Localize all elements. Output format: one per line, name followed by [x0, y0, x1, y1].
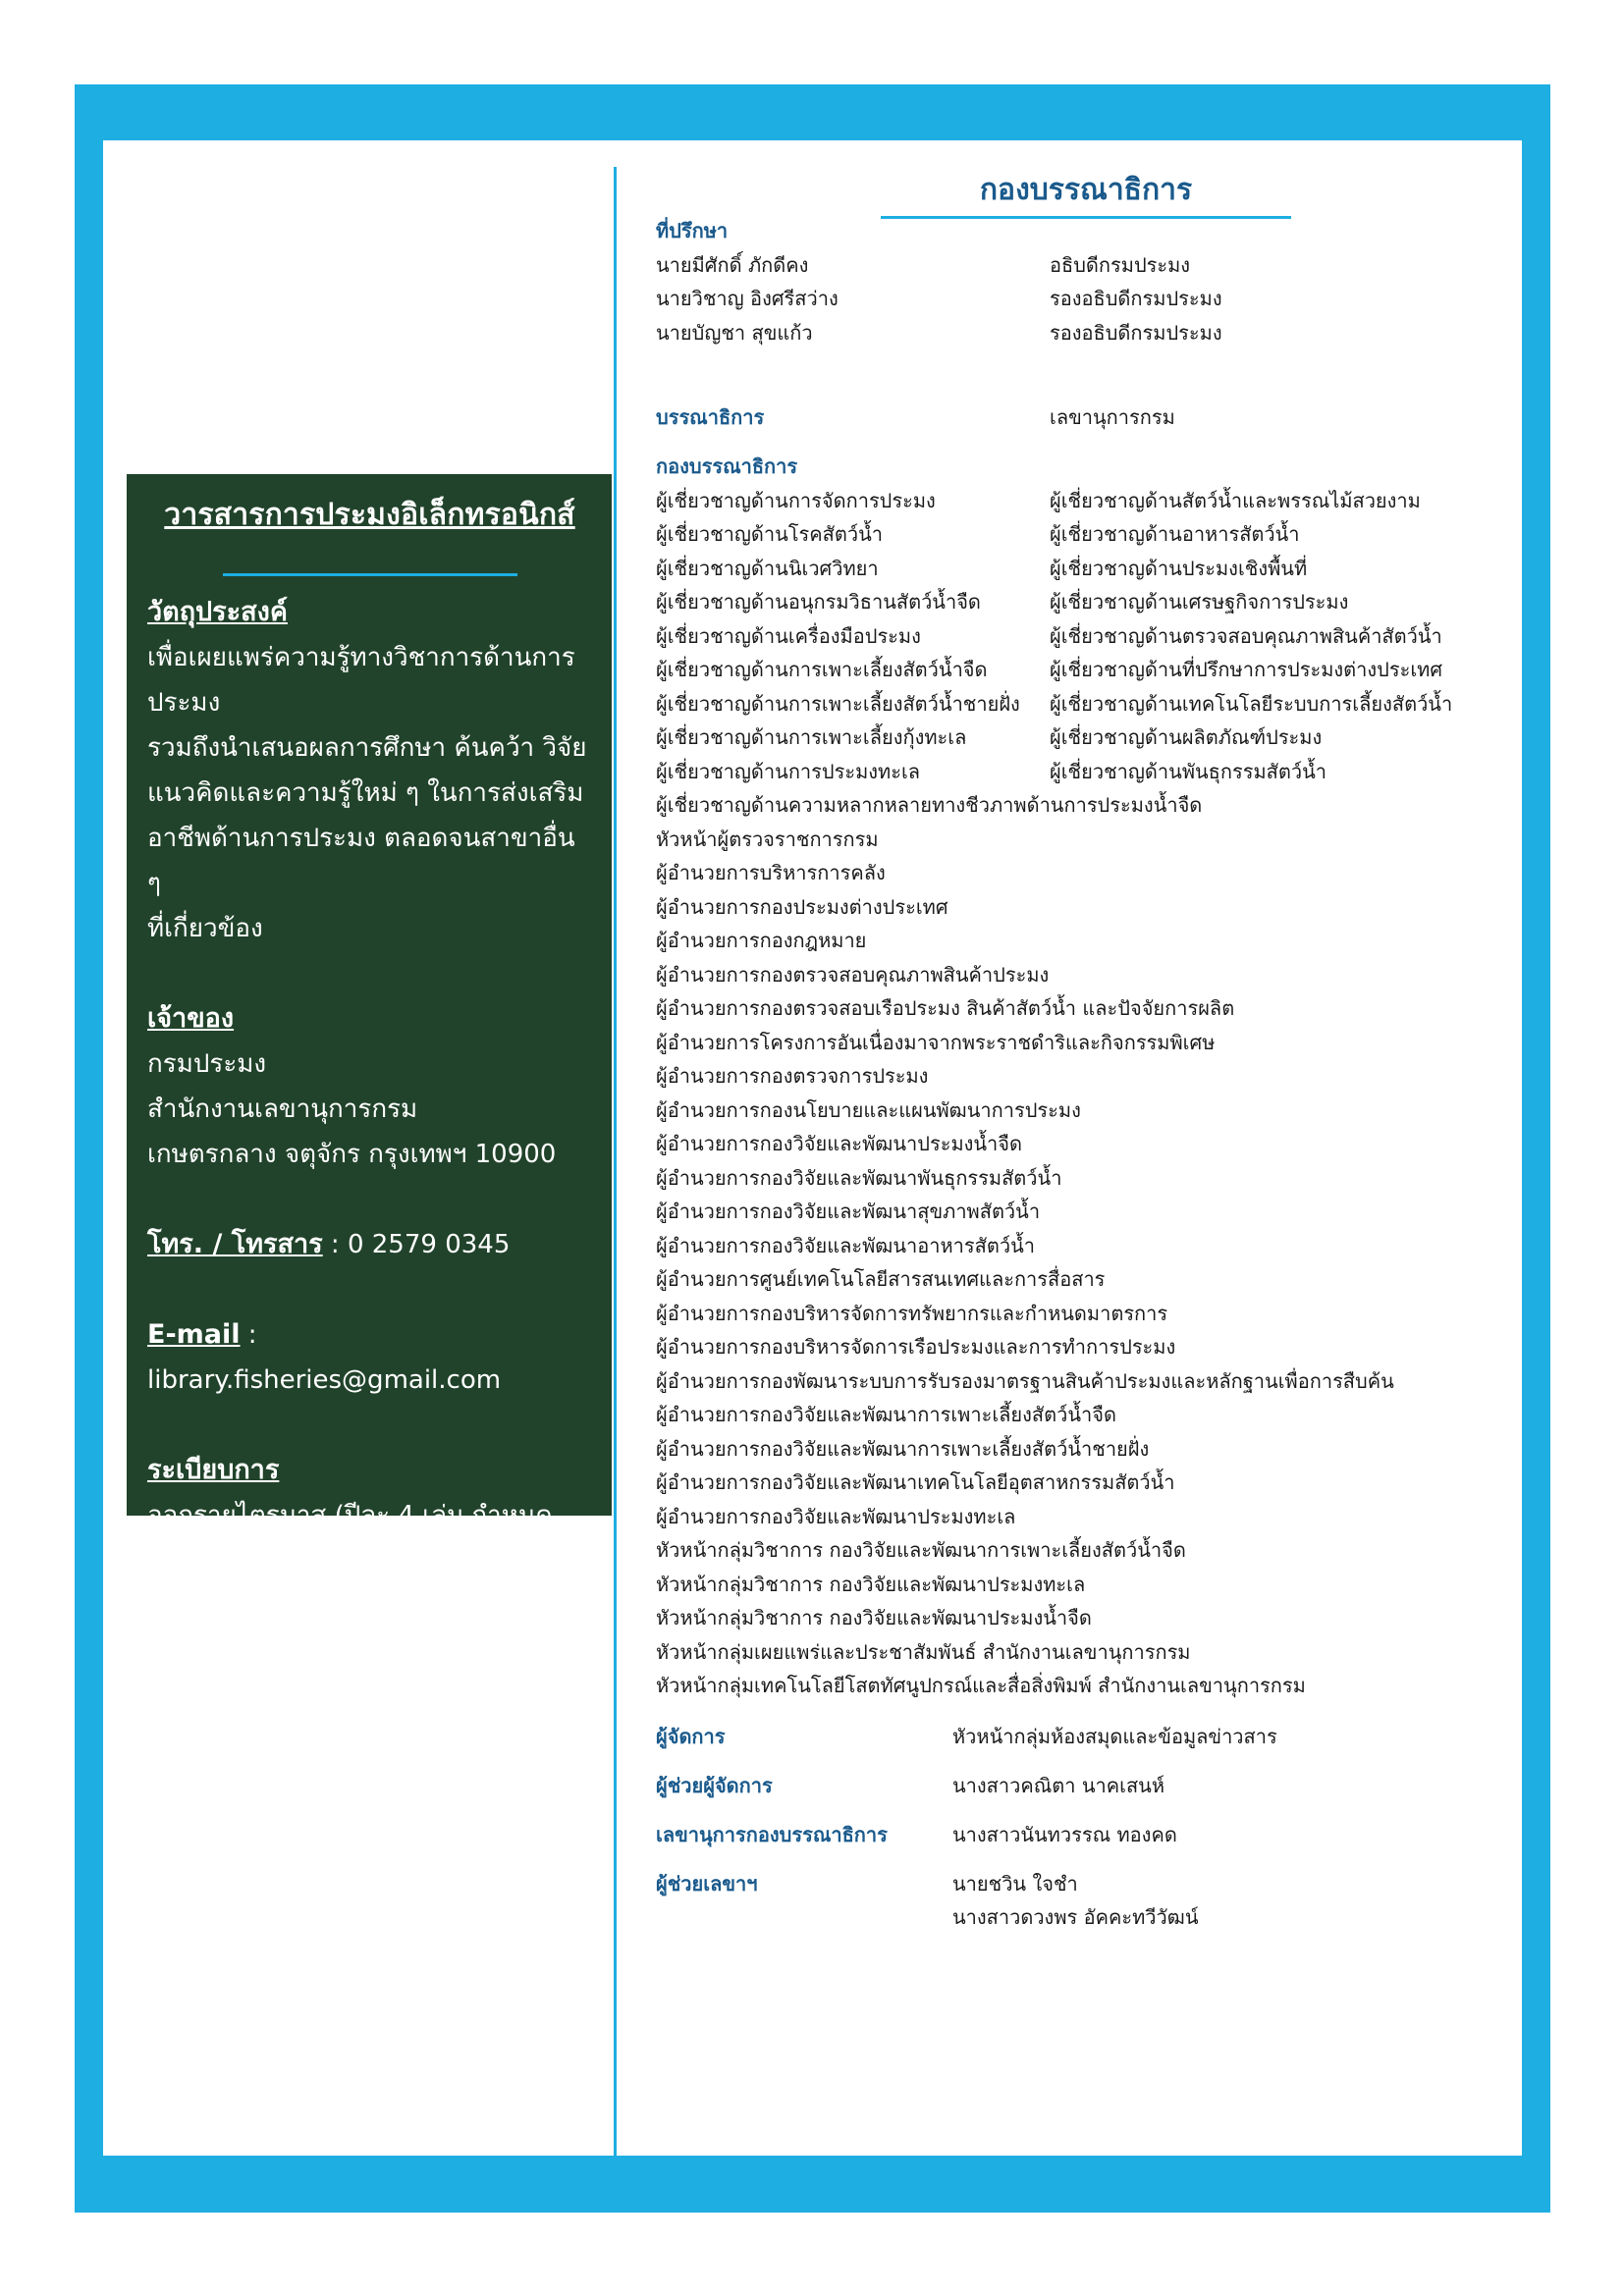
objective-line: รวมถึงนำเสนอผลการศึกษา ค้นคว้า วิจัย [147, 733, 587, 763]
owner-line: กรมประมง [147, 1049, 267, 1079]
owner-line: สำนักงานเลขานุการกรม [147, 1095, 418, 1124]
objective-line: ที่เกี่ยวข้อง [147, 914, 263, 943]
owner-heading: เจ้าของ [147, 1003, 235, 1034]
board-member: ผู้เชี่ยวชาญด้านนิเวศวิทยา [656, 556, 879, 580]
board-member: ผู้เชี่ยวชาญด้านเทคโนโลยีระบบการเลี้ยงสัตว์น้ำ [1050, 691, 1453, 716]
board-member: หัวหน้ากลุ่มวิชาการ กองวิจัยและพัฒนาประมงทะเล [656, 1572, 1086, 1596]
staff-role-label: เลขานุการกองบรรณาธิการ [656, 1823, 888, 1846]
board-member: ผู้อำนวยการบริหารการคลัง [656, 861, 886, 884]
advisors-section [656, 214, 1500, 349]
board-member: ผู้เชี่ยวชาญด้านความหลากหลายทางชีวภาพด้านการประมงน้ำจืด [656, 793, 1203, 817]
column-divider [614, 167, 617, 2157]
board-member: ผู้เชี่ยวชาญด้านประมงเชิงพื้นที่ [1050, 556, 1308, 580]
board-member: ผู้อำนวยการกองตรวจการประมง [656, 1064, 929, 1088]
board-pairs [656, 484, 1540, 789]
staff-role-label: ผู้จัดการ [656, 1725, 726, 1748]
journal-info-panel [127, 474, 612, 1666]
advisor-name: นายบัญชา สุขแก้ว [656, 320, 813, 345]
board-member: ผู้อำนวยการกองวิจัยและพัฒนาพันธุกรรมสัตว์น้ำ [656, 1165, 1062, 1190]
board-pair-row [656, 755, 1540, 789]
board-member: หัวหน้าผู้ตรวจราชการกรม [656, 827, 879, 851]
journal-title: วารสารการประมงอิเล็กทรอนิกส์ [164, 498, 575, 532]
board-list [656, 788, 1540, 1703]
staff-row [656, 1867, 1500, 1949]
board-member: ผู้อำนวยการโครงการอันเนื่องมาจากพระราชดำริและกิจกรรมพิเศษ [656, 1030, 1216, 1054]
advisor-name: นายวิชาญ อิงศรีสว่าง [656, 287, 839, 310]
board-member: ผู้อำนวยการกองนโยบายและแผนพัฒนาการประมง [656, 1097, 1081, 1122]
board-member: ผู้อำนวยการกองบริหารจัดการทรัพยากรและกำหนดมาตรการ [656, 1301, 1168, 1325]
staff-row [656, 1720, 1500, 1769]
board-pair-row [656, 687, 1540, 721]
board-member: ผู้เชี่ยวชาญด้านอนุกรมวิธานสัตว์น้ำจืด [656, 590, 981, 614]
board-pair-row [656, 619, 1540, 654]
advisor-role: รองอธิบดีกรมประมง [1050, 287, 1222, 310]
board-member: หัวหน้ากลุ่มเทคโนโลยีโสตทัศนูปกรณ์และสื่อสิ่งพิมพ์ สำนักงานเลขานุการกรม [656, 1674, 1306, 1697]
staff-section [656, 1720, 1500, 1949]
title-underline [223, 573, 517, 576]
editorial-board-title: กองบรรณาธิการ [979, 173, 1193, 207]
schedule-section [147, 1448, 592, 1674]
board-member: ผู้อำนวยการกองบริหารจัดการเรือประมงและการทำการประมง [656, 1335, 1176, 1359]
email-label: E-mail [147, 1319, 241, 1350]
board-member: ผู้เชี่ยวชาญด้านการประมงทะเล [656, 759, 921, 783]
board-pair-row [656, 484, 1540, 518]
board-member: ผู้เชี่ยวชาญด้านตรวจสอบคุณภาพสินค้าสัตว์น้ำ [1050, 623, 1442, 648]
board-pair-row [656, 552, 1540, 586]
staff-name: นายชวิน ใจชำ [952, 1872, 1078, 1896]
advisor-row [656, 316, 1500, 350]
editor-heading: บรรณาธิการ [656, 405, 765, 429]
board-section [656, 450, 1540, 1703]
objective-line: แนวคิดและความรู้ใหม่ ๆ ในการส่งเสริม [147, 778, 584, 808]
board-heading: กองบรรณาธิการ [656, 454, 798, 478]
board-member: ผู้อำนวยการกองกฎหมาย [656, 929, 867, 952]
staff-row [656, 1818, 1500, 1867]
board-pair-row [656, 585, 1540, 619]
objective-section [147, 590, 592, 951]
staff-name: นางสาวนันทวรรณ ทองคด [952, 1823, 1177, 1846]
board-member: ผู้เชี่ยวชาญด้านสัตว์น้ำและพรรณไม้สวยงาม [1050, 488, 1421, 512]
advisor-row [656, 248, 1500, 283]
advisor-name: นายมีศักดิ์ ภักดีคง [656, 252, 809, 277]
staff-name: นางสาวดวงพร อัคคะทวีวัฒน์ [952, 1905, 1199, 1929]
board-member: ผู้อำนวยการกองตรวจสอบคุณภาพสินค้าประมง [656, 962, 1050, 987]
board-member: ผู้เชี่ยวชาญด้านการเพาะเลี้ยงสัตว์น้ำจืด [656, 658, 988, 681]
editor-role: เลขานุการกรม [1050, 405, 1175, 429]
board-member: ผู้อำนวยการกองวิจัยและพัฒนาอาหารสัตว์น้ำ [656, 1233, 1035, 1257]
board-member: ผู้เชี่ยวชาญด้านที่ปรึกษาการประมงต่างประเทศ [1050, 658, 1443, 681]
board-member: ผู้อำนวยการกองตรวจสอบเรือประมง สินค้าสัตว์น้ำ และปัจจัยการผลิต [656, 996, 1235, 1020]
board-member: ผู้อำนวยการศูนย์เทคโนโลยีสารสนเทศและการสื่อสาร [656, 1267, 1106, 1291]
board-member: หัวหน้ากลุ่มวิชาการ กองวิจัยและพัฒนาประมงน้ำจืด [656, 1606, 1092, 1629]
board-member: ผู้อำนวยการกองวิจัยและพัฒนาการเพาะเลี้ยงสัตว์น้ำชายฝั่ง [656, 1436, 1150, 1461]
staff-name: หัวหน้ากลุ่มห้องสมุดและข้อมูลข่าวสาร [952, 1725, 1277, 1748]
advisor-role: อธิบดีกรมประมง [1050, 252, 1191, 277]
board-member: ผู้อำนวยการกองวิจัยและพัฒนาการเพาะเลี้ยงสัตว์น้ำจืด [656, 1403, 1116, 1426]
email-line [147, 1312, 592, 1403]
board-member: ผู้อำนวยการกองประมงต่างประเทศ [656, 894, 948, 919]
advisor-role: รองอธิบดีกรมประมง [1050, 320, 1222, 345]
staff-name: นางสาวคณิตา นาคเสนห์ [952, 1774, 1165, 1797]
phone-label: โทร. / โทรสาร [147, 1229, 323, 1259]
board-member: ผู้อำนวยการกองวิจัยและพัฒนาเทคโนโลยีอุตสาหกรรมสัตว์น้ำ [656, 1470, 1175, 1494]
board-member: ผู้เชี่ยวชาญด้านอาหารสัตว์น้ำ [1050, 522, 1300, 546]
staff-row [656, 1769, 1500, 1818]
board-member: ผู้อำนวยการกองพัฒนาระบบการรับรองมาตรฐานสินค้าประมงและหลักฐานเพื่อการสืบค้น [656, 1368, 1394, 1393]
board-pair-row [656, 517, 1540, 552]
staff-role-label: ผู้ช่วยผู้จัดการ [656, 1774, 773, 1797]
advisor-row [656, 282, 1500, 316]
board-member: ผู้เชี่ยวชาญด้านเครื่องมือประมง [656, 623, 921, 648]
board-member: ผู้อำนวยการกองวิจัยและพัฒนาประมงทะเล [656, 1504, 1016, 1528]
board-member: ผู้เชี่ยวชาญด้านผลิตภัณฑ์ประมง [1050, 725, 1323, 749]
phone-value: : 0 2579 0345 [322, 1230, 511, 1259]
board-member: ผู้เชี่ยวชาญด้านพันธุกรรมสัตว์น้ำ [1050, 759, 1326, 783]
schedule-line: ออกรายไตรมาส (ปีละ 4 เล่ม กำหนดออก [147, 1501, 553, 1575]
staff-role-label: ผู้ช่วยเลขาฯ [656, 1872, 758, 1896]
board-member: ผู้เชี่ยวชาญด้านเศรษฐกิจการประมง [1050, 590, 1349, 614]
board-member: ผู้เชี่ยวชาญด้านการจัดการประมง [656, 488, 936, 512]
schedule-line: เดือนมีนาคม มิถุนายน กันยายน และธันวาคม) [147, 1591, 550, 1666]
board-member: ผู้อำนวยการกองวิจัยและพัฒนาสุขภาพสัตว์น้ำ [656, 1200, 1041, 1223]
email-value[interactable]: : library.fisheries@gmail.com [147, 1320, 502, 1395]
board-member: ผู้เชี่ยวชาญด้านการเพาะเลี้ยงกุ้งทะเล [656, 725, 967, 749]
phone-line [147, 1222, 592, 1267]
board-member: ผู้เชี่ยวชาญด้านการเพาะเลี้ยงสัตว์น้ำชายฝั่ง [656, 691, 1020, 716]
objective-heading: วัตถุประสงค์ [147, 597, 288, 627]
owner-line: เกษตรกลาง จตุจักร กรุงเทพฯ 10900 [147, 1140, 557, 1169]
board-member: หัวหน้ากลุ่มวิชาการ กองวิจัยและพัฒนาการเพาะเลี้ยงสัตว์น้ำจืด [656, 1538, 1186, 1562]
schedule-heading: ระเบียบการ [147, 1455, 280, 1485]
board-pair-row [656, 721, 1540, 755]
board-member: ผู้เชี่ยวชาญด้านโรคสัตว์น้ำ [656, 522, 884, 546]
editor-row [656, 400, 1500, 435]
board-member: หัวหน้ากลุ่มเผยแพร่และประชาสัมพันธ์ สำนักงานเลขานุการกรม [656, 1639, 1191, 1664]
board-pair-row [656, 653, 1540, 687]
objective-line: เพื่อเผยแพร่ความรู้ทางวิชาการด้านการประมง [147, 643, 575, 718]
objective-line: อาชีพด้านการประมง ตลอดจนสาขาอื่น ๆ [147, 824, 575, 898]
board-member: ผู้อำนวยการกองวิจัยและพัฒนาประมงน้ำจืด [656, 1132, 1022, 1155]
owner-section [147, 996, 592, 1177]
advisors-heading: ที่ปรึกษา [656, 219, 729, 242]
